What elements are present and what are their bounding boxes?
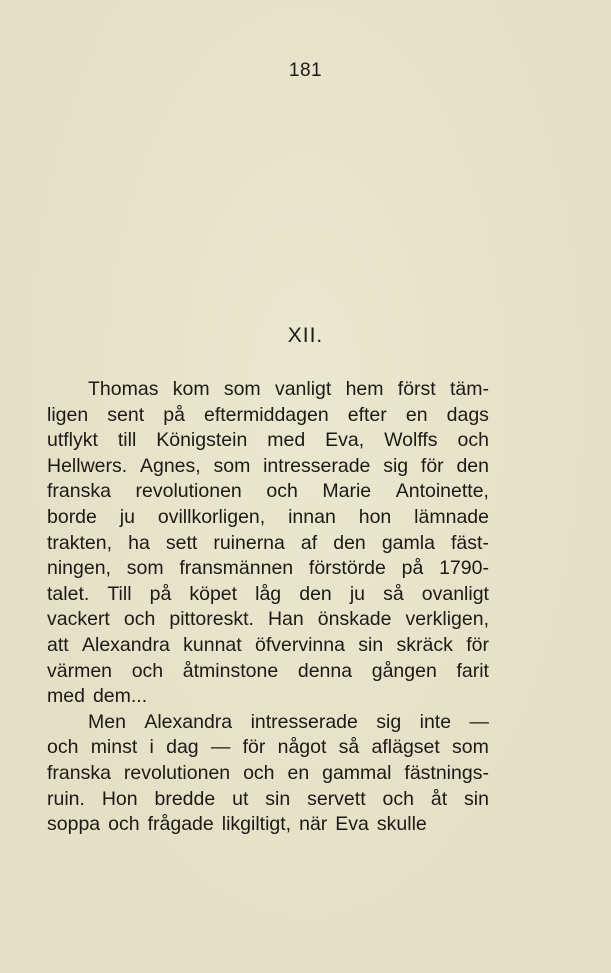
text-line: utflykt till Königstein med Eva, Wolffs och: [47, 429, 489, 452]
text-line: och minst i dag — för något så aflägset som: [47, 736, 489, 759]
text-line: vackert och pittoreskt. Han önskade verkligen,: [47, 608, 489, 631]
text-line: att Alexandra kunnat öfvervinna sin skräck för: [47, 633, 489, 656]
body-text: [47, 377, 489, 838]
text-line: med dem...: [47, 685, 148, 708]
text-line: franska revolutionen och Marie Antoinette,: [47, 480, 489, 503]
page-number: 181: [288, 60, 323, 81]
text-line: Hellwers. Agnes, som intresserade sig för den: [47, 454, 489, 477]
text-line: Men Alexandra intresserade sig inte —: [88, 710, 489, 733]
text-line: värmen och åtminstone denna gången farit: [47, 659, 489, 682]
paragraph: [47, 710, 489, 838]
text-line: ligen sent på eftermiddagen efter en dags: [47, 403, 489, 426]
text-line: ningen, som fransmännen förstörde på 1790-: [47, 557, 489, 580]
text-line: borde ju ovillkorligen, innan hon lämnade: [47, 505, 489, 528]
text-line: talet. Till på köpet låg den ju så ovanligt: [47, 582, 489, 605]
text-line: ruin. Hon bredde ut sin servett och åt sin: [47, 787, 489, 810]
text-line: trakten, ha sett ruinerna af den gamla fäst-: [47, 531, 489, 554]
paragraph: [47, 377, 489, 710]
text-line: Thomas kom som vanligt hem först täm-: [88, 378, 489, 400]
text-line: soppa och frågade likgiltigt, när Eva skulle: [47, 813, 427, 836]
chapter-heading: XII.: [287, 324, 324, 347]
text-line: franska revolutionen och en gammal fästnings-: [47, 761, 489, 784]
